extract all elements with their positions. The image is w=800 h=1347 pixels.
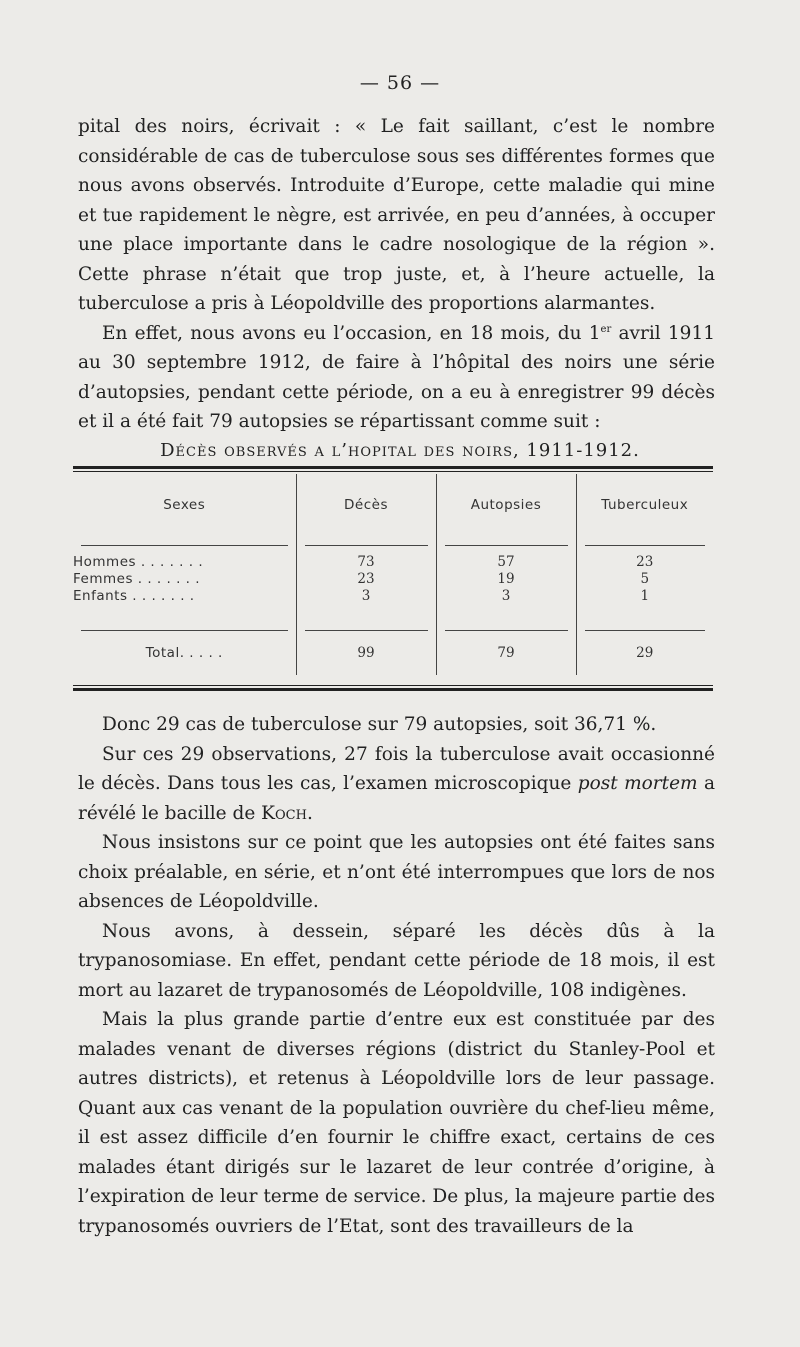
total-tuberculeux: 29 — [576, 631, 713, 675]
header-deces: Décès — [296, 474, 436, 536]
cell-tuberculeux: 5 — [576, 571, 713, 588]
table-row — [73, 554, 713, 571]
paragraph-5: Nous insistons sur ce point que les autopsies ont été faites sans choix préalable, en série, et n’ont été interrompues que lors de nos absences de Léopoldville. — [78, 832, 715, 912]
koch-smallcaps: Koch — [261, 802, 307, 824]
table-bottom-rule — [73, 688, 713, 691]
header-sexes: Sexes — [163, 497, 206, 513]
table-header-row — [73, 474, 713, 536]
table-row — [73, 588, 713, 605]
row-label: Enfants . . . . . . . — [73, 588, 195, 604]
total-deces: 99 — [296, 631, 436, 675]
paragraph-4-end: . — [306, 802, 313, 824]
paragraph-1: pital des noirs, écrivait : « Le fait saillant, c’est le nombre considérable de cas de tuberculose sous ses différentes formes que nous avons observés. Introduite d’Europe, cette maladie qui mine et tue rapidement le nègre, est arrivée, en peu d’années, à occuper une place importante dans le cadre nosologique de la région ». Cette phrase n’était que trop juste, et, à l’heure actuelle, la tuberculose a pris à Léopoldville des proportions alarmantes. — [78, 116, 715, 314]
paragraph-2-end: avril 1911 au 30 septembre 1912, de faire à l’hôpital des noirs une série d’autopsies, pendant cette période, on a eu à enregistrer 99 décès et il a été fait 79 autopsies se répartissant comme suit : — [78, 322, 715, 432]
cell-tuberculeux: 23 — [576, 554, 713, 571]
table-caption: Décès observés a l’hopital des noirs, 1911-1912. — [160, 440, 640, 461]
post-mortem-italic: post mortem — [577, 773, 698, 794]
paragraph-4 — [78, 740, 715, 829]
paragraph-3: Donc 29 cas de tuberculose sur 79 autopsies, soit 36,71 %. — [102, 714, 657, 735]
superscript-er: er — [600, 323, 612, 335]
page-number: — 56 — — [359, 72, 441, 94]
table-top-rule — [73, 466, 713, 469]
header-autopsies: Autopsies — [436, 474, 576, 536]
total-autopsies: 79 — [436, 631, 576, 675]
paragraph-6: Nous avons, à dessein, séparé les décès dûs à la trypanosomiase. En effet, pendant cette période de 18 mois, il est mort au lazaret de trypanosomés de Léopoldville, 108 indigènes. — [78, 920, 715, 1001]
cell-autopsies: 57 — [436, 554, 576, 571]
table-bottom-rule-thin — [73, 685, 713, 686]
cell-tuberculeux: 1 — [576, 588, 713, 605]
cell-deces: 3 — [296, 588, 436, 605]
paragraph-7: Mais la plus grande partie d’entre eux est constituée par des malades venant de diverses régions (district du Stanley-Pool et autres districts), et retenus à Léopoldville lors de leur passage. Quant aux cas venant de la population ouvrière du chef-lieu même, il est assez difficile d’en fournir le chiffre exact, certains de ces malades étant dirigés sur le lazaret de leur contrée d’origine, à l’expiration de leur terme de service. De plus, la majeure partie des trypanosomés ouvriers de l’Etat, sont des travailleurs de la — [78, 1009, 715, 1237]
table-top-rule-thin — [73, 471, 713, 472]
total-label: Total. . . . . — [145, 645, 223, 661]
deces-table — [73, 474, 713, 675]
total-row — [73, 631, 713, 675]
row-label: Hommes . . . . . . . — [73, 554, 204, 570]
row-label: Femmes . . . . . . . — [73, 571, 201, 587]
cell-autopsies: 19 — [436, 571, 576, 588]
table-row — [73, 571, 713, 588]
text-block-bottom — [78, 710, 715, 1241]
paragraph-4-middle: a révélé le bacille de — [78, 773, 715, 824]
cell-deces: 73 — [296, 554, 436, 571]
header-separator — [73, 536, 713, 554]
total-separator — [73, 605, 713, 631]
paragraph-2-start: En effet, nous avons eu l’occasion, en 18 mois, du 1 — [102, 322, 601, 344]
text-block-top — [78, 112, 715, 437]
header-tuberculeux: Tuberculeux — [576, 474, 713, 536]
cell-deces: 23 — [296, 571, 436, 588]
paragraph-4-start: Sur ces 29 observations, 27 fois la tuberculose avait occasionné le décès. Dans tous les cas, l’examen microscopique — [78, 743, 715, 794]
paragraph-2 — [78, 319, 715, 437]
cell-autopsies: 3 — [436, 588, 576, 605]
